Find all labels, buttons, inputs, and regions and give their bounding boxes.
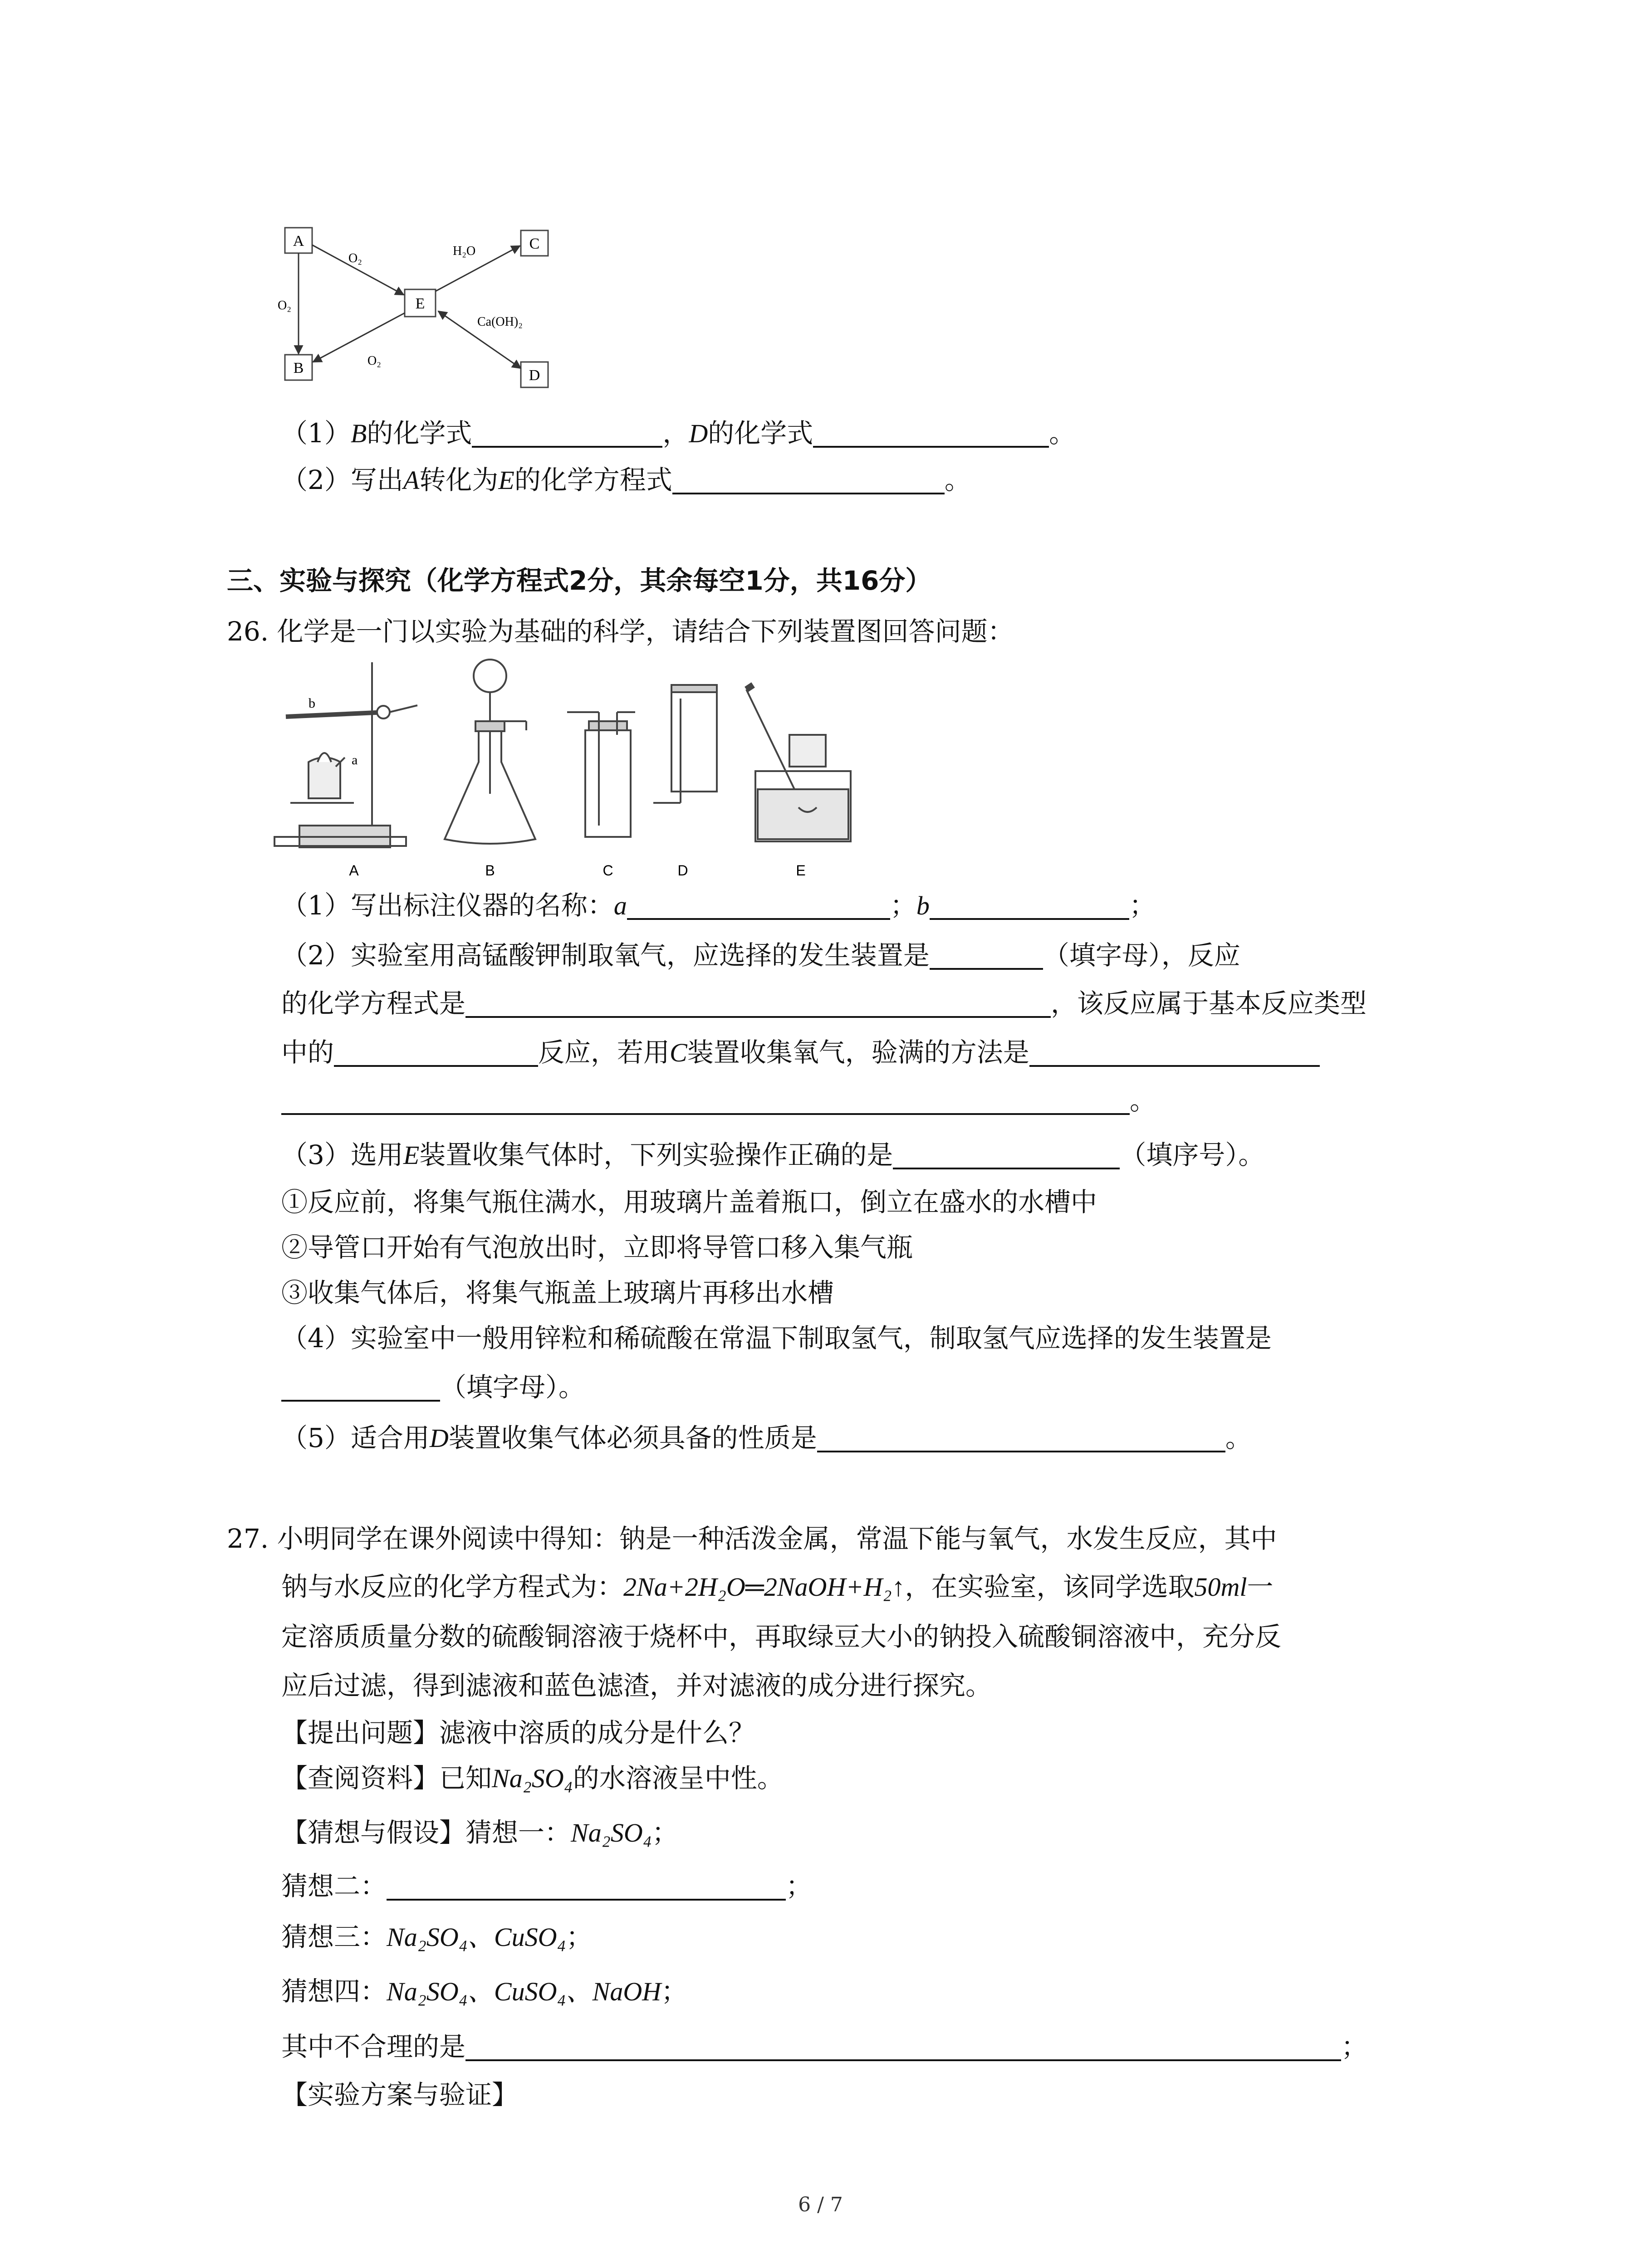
answer-blank[interactable] xyxy=(930,941,1043,970)
edge-label-e-c: H₂O xyxy=(453,244,476,258)
answer-blank[interactable] xyxy=(472,419,662,448)
svg-text:D: D xyxy=(529,367,540,384)
diagram-node-d xyxy=(521,362,548,387)
svg-text:C: C xyxy=(529,235,540,252)
edge-label-a-b: O₂ xyxy=(278,298,291,313)
apparatus-b xyxy=(445,660,535,844)
q26-part4-line1: （4）实验室中一般用锌粒和稀硫酸在常温下制取氢气，制取氢气应选择的发生装置是 xyxy=(281,1323,1272,1354)
answer-blank[interactable] xyxy=(465,989,1051,1018)
q26-part2-line4: 。 xyxy=(281,1082,1156,1119)
q26-part5: （5）适合用D装置收集气体必须具备的性质是 。 xyxy=(281,1422,1252,1453)
answer-blank[interactable] xyxy=(281,1373,440,1402)
apparatus-label-c: C xyxy=(603,862,613,879)
answer-blank[interactable] xyxy=(813,419,1049,448)
q27-unreasonable: 其中不合理的是 ； xyxy=(281,2031,1368,2062)
answer-blank[interactable] xyxy=(930,891,1129,920)
q26-part3: （3）选用E装置收集气体时，下列实验操作正确的是 （填序号）。 xyxy=(281,1139,1265,1170)
answer-blank[interactable] xyxy=(817,1423,1225,1452)
q27-line4: 应后过滤，得到滤液和蓝色滤渣，并对滤液的成分进行探究。 xyxy=(281,1670,992,1701)
answer-blank[interactable] xyxy=(334,1038,538,1067)
apparatus-a xyxy=(274,662,417,847)
answer-blank[interactable] xyxy=(672,465,945,494)
apparatus-figure xyxy=(272,653,862,885)
apparatus-mark-b: b xyxy=(309,696,315,711)
answer-blank[interactable] xyxy=(893,1140,1120,1169)
edge-label-a-e: O₂ xyxy=(348,251,362,265)
apparatus-label-e: E xyxy=(796,862,806,879)
q27-hypothesis-1: 【猜想与假设】猜想一：Na₂SO₄； xyxy=(281,1817,678,1848)
q27-line5: 【提出问题】滤液中溶质的成分是什么？ xyxy=(281,1717,755,1748)
q26-option-3: ③收集气体后，将集气瓶盖上玻璃片再移出水槽 xyxy=(281,1277,834,1308)
q26-stem: 26. 化学是一门以实验为基础的科学，请结合下列装置图回答问题： xyxy=(227,616,1014,647)
q27-line6: 【查阅资料】已知Na₂SO₄的水溶液呈中性。 xyxy=(281,1763,784,1794)
answer-blank[interactable] xyxy=(281,1086,1130,1115)
diagram-node-c xyxy=(521,230,548,256)
q26-part2-line3: 中的 反应，若用C装置收集氧气，验满的方法是 xyxy=(281,1034,1320,1071)
edge-label-e-d: Ca(OH)₂ xyxy=(477,315,523,329)
section-heading: 三、实验与探究（化学方程式2分，其余每空1分，共16分） xyxy=(227,565,932,596)
arrow-e-to-b xyxy=(313,313,405,362)
edge-label-e-b: O₂ xyxy=(367,354,381,368)
q26-part2-line1: （2）实验室用高锰酸钾制取氧气，应选择的发生装置是 （填字母），反应 xyxy=(281,940,1240,971)
apparatus-mark-a: a xyxy=(352,753,358,767)
answer-blank[interactable] xyxy=(465,2032,1341,2061)
chemical-equation: 2Na+2H₂O═2NaOH+H₂↑ xyxy=(623,1572,905,1602)
page-number: 6 / 7 xyxy=(798,2193,843,2216)
q25-part1: （1）B的化学式 ，D的化学式 。 xyxy=(281,418,1076,449)
q26-part2-line2: 的化学方程式是 ，该反应属于基本反应类型 xyxy=(281,988,1367,1019)
diagram-node-b xyxy=(285,355,312,380)
diagram-node-a xyxy=(285,228,312,253)
apparatus-label-b: B xyxy=(485,862,495,879)
arrow-e-to-c xyxy=(436,246,520,291)
answer-blank[interactable] xyxy=(387,1872,786,1901)
apparatus-c xyxy=(567,712,635,837)
svg-text:E: E xyxy=(415,295,425,312)
q27-line3: 定溶质质量分数的硫酸铜溶液于烧杯中，再取绿豆大小的钠投入硫酸铜溶液中，充分反 xyxy=(281,1621,1282,1652)
svg-text:A: A xyxy=(293,233,304,249)
q27-hypothesis-4: 猜想四：Na₂SO₄、CuSO₄、NaOH； xyxy=(281,1976,688,2007)
q26-option-1: ①反应前，将集气瓶住满水，用玻璃片盖着瓶口，倒立在盛水的水槽中 xyxy=(281,1187,1097,1217)
q26-part4-line2: （填字母）。 xyxy=(281,1369,585,1405)
q27-line1: 27. 小明同学在课外阅读中得知：钠是一种活泼金属，常温下能与氧气，水发生反应，其中 xyxy=(227,1523,1277,1554)
q27-line2: 钠与水反应的化学方程式为：2Na+2H₂O═2NaOH+H₂↑，在实验室，该同学选取50ml一 xyxy=(281,1571,1274,1602)
q26-part1: （1）写出标注仪器的名称：a ；b ； xyxy=(281,890,1156,921)
apparatus-label-a: A xyxy=(349,862,359,879)
q27-line12: 【实验方案与验证】 xyxy=(281,2079,519,2110)
q26-option-2: ②导管口开始有气泡放出时，立即将导管口移入集气瓶 xyxy=(281,1232,913,1263)
apparatus-label-d: D xyxy=(677,862,688,879)
q25-part2: （2）写出A转化为E的化学方程式 。 xyxy=(281,464,971,495)
apparatus-e xyxy=(746,685,851,841)
q27-hypothesis-2: 猜想二： ； xyxy=(281,1871,813,1901)
apparatus-d xyxy=(653,685,717,803)
answer-blank[interactable] xyxy=(1029,1038,1320,1067)
svg-text:B: B xyxy=(293,360,304,376)
q27-hypothesis-3: 猜想三：Na₂SO₄、CuSO₄； xyxy=(281,1921,593,1952)
answer-blank[interactable] xyxy=(627,891,890,920)
transformation-diagram xyxy=(272,222,590,404)
diagram-node-e xyxy=(405,289,436,317)
